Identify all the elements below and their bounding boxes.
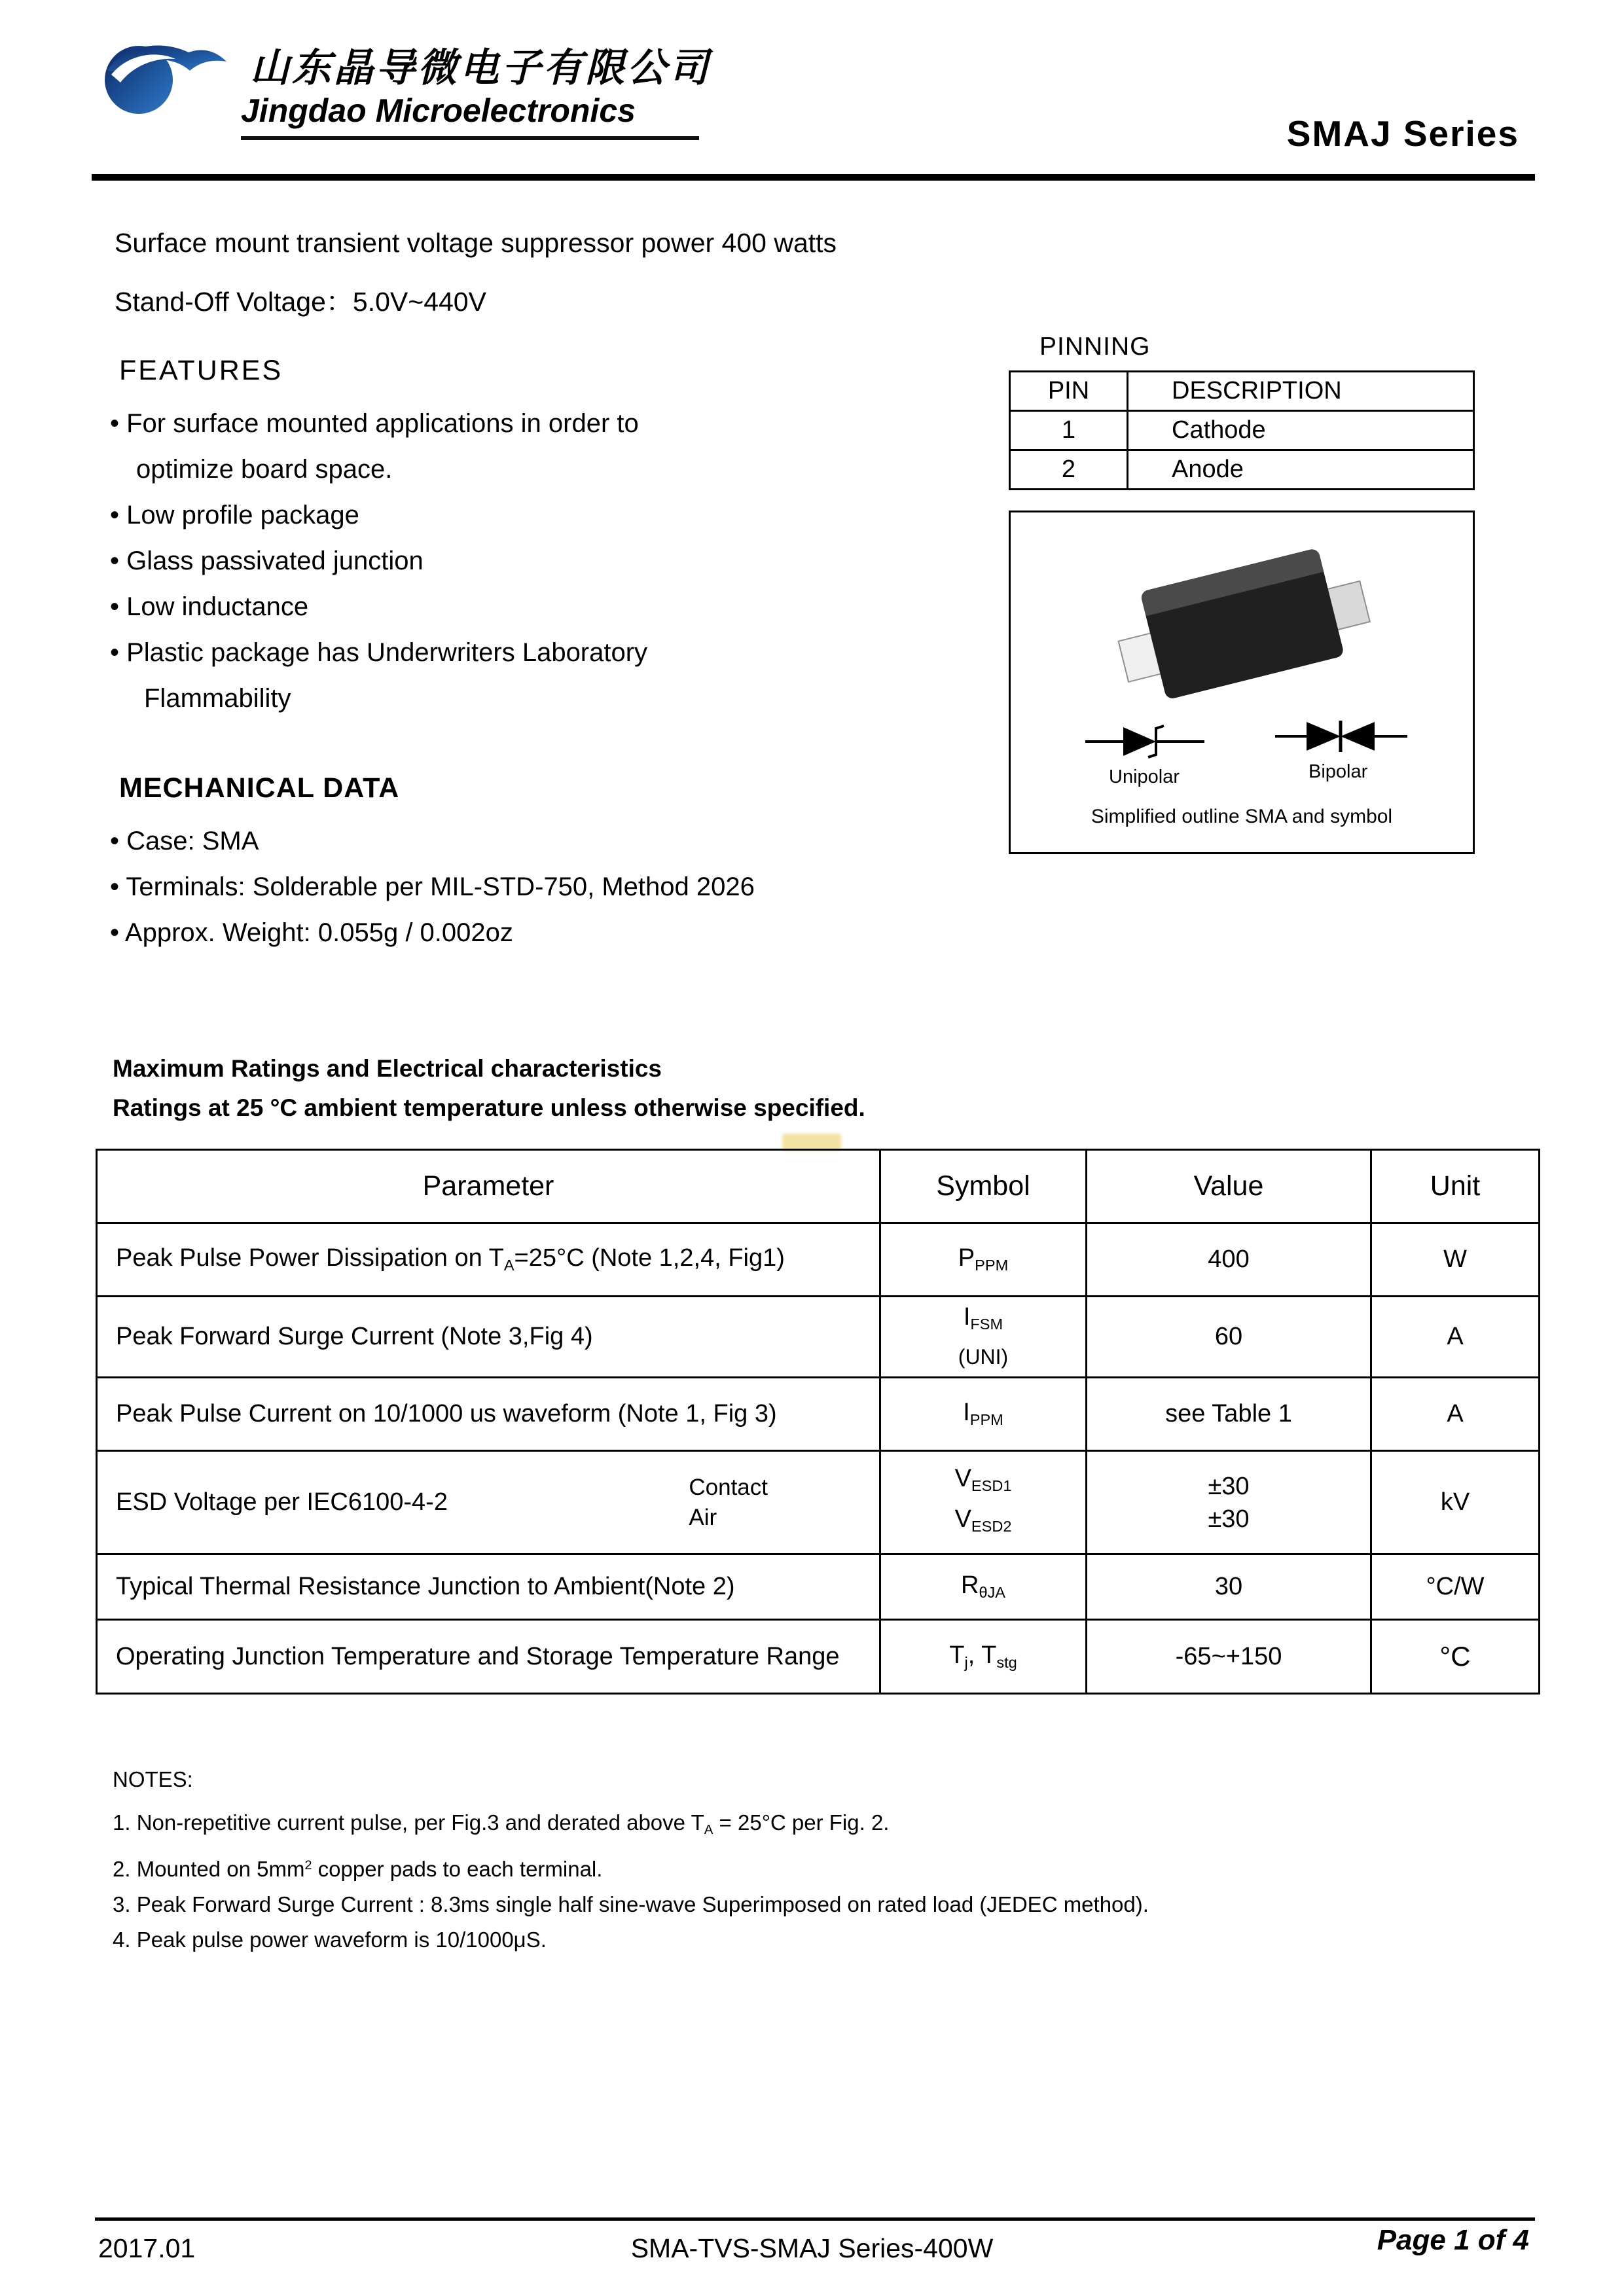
note-1: 1. Non-repetitive current pulse, per Fig.3 and derated above $T_A = 25^\circ C$ per Fig. 2. xyxy=(113,1810,890,1838)
esd-condition-air: Air xyxy=(689,1504,717,1530)
parameter-subscript: A xyxy=(503,1257,514,1274)
symbol-main: P xyxy=(958,1244,975,1272)
note-4: 4. Peak pulse power waveform is 10/1000μS. xyxy=(113,1928,547,1952)
bipolar-symbol-icon xyxy=(1272,715,1410,761)
header-rule xyxy=(92,174,1535,181)
bipolar-label: Bipolar xyxy=(1308,761,1368,782)
value-cell: -65~+150 xyxy=(1087,1620,1371,1694)
unit-cell: kV xyxy=(1371,1451,1540,1554)
intro-line-2: Stand-Off Voltage：5.0V~440V xyxy=(115,287,486,317)
symbol-subscript: θJA xyxy=(979,1584,1006,1602)
symbol-cell xyxy=(880,1297,1087,1378)
symbol-cell xyxy=(880,1620,1087,1694)
mechanical-item: • Terminals: Solderable per MIL-STD-750, Method 2026 xyxy=(110,872,755,901)
pin-col-header: PIN xyxy=(1010,372,1128,411)
ratings-row-tj-tstg xyxy=(97,1620,1540,1694)
intro-line-1: Surface mount transient voltage suppressor power 400 watts xyxy=(115,228,837,258)
symbol-main: , T xyxy=(967,1641,997,1669)
symbol-main: $I_{FSM}$ xyxy=(963,1302,1003,1333)
pinning-table xyxy=(1009,370,1475,490)
mechanical-title: MECHANICAL DATA xyxy=(119,772,400,804)
pin-description: Anode xyxy=(1128,450,1474,490)
value-cell: see Table 1 xyxy=(1087,1378,1371,1451)
symbol-main: $V_{ESD1}$ xyxy=(954,1465,1012,1495)
series-title: SMAJ Series xyxy=(1286,113,1519,154)
parameter-cell xyxy=(97,1451,880,1554)
ratings-title: Maximum Ratings and Electrical characteristics xyxy=(113,1055,662,1082)
symbol-cell xyxy=(880,1223,1087,1297)
symbol-subscript: PPM xyxy=(969,1411,1003,1429)
value-cell: 400 xyxy=(1087,1223,1371,1297)
symbol-main: R xyxy=(960,1571,979,1600)
symbol-note: (UNI) xyxy=(958,1345,1009,1369)
symbol-main: T xyxy=(949,1641,965,1669)
package-outline-box xyxy=(1009,511,1475,854)
notes-title: NOTES: xyxy=(113,1767,193,1791)
unit-cell: A xyxy=(1371,1297,1540,1378)
note-3: 3. Peak Forward Surge Current : 8.3ms single half sine-wave Superimposed on rated load (JEDEC method). xyxy=(113,1892,1149,1916)
pin-description: Cathode xyxy=(1128,411,1474,450)
desc-col-header: DESCRIPTION xyxy=(1128,372,1474,411)
company-logo-graphic xyxy=(98,33,229,121)
symbol-cell xyxy=(880,1554,1087,1620)
ratings-row-ippm xyxy=(97,1378,1540,1451)
ratings-row-pppm xyxy=(97,1223,1540,1297)
company-name-cn: 山东晶导微电子有限公司 xyxy=(250,46,711,90)
parameter-cell xyxy=(97,1223,880,1297)
symbol-cell xyxy=(880,1451,1087,1554)
feature-item: • Glass passivated junction xyxy=(110,547,424,575)
pinning-row xyxy=(1010,450,1474,490)
company-name-en: Jingdao Microelectronics xyxy=(241,92,699,140)
col-header-symbol: Symbol xyxy=(880,1150,1087,1223)
col-header-value: Value xyxy=(1087,1150,1371,1223)
value-cell xyxy=(1087,1451,1371,1554)
feature-item: Flammability xyxy=(144,684,291,713)
ratings-header-row xyxy=(97,1150,1540,1223)
ratings-row-ifsm xyxy=(97,1297,1540,1378)
pinning-row xyxy=(1010,411,1474,450)
pin-number: 1 xyxy=(1010,411,1128,450)
symbol-main: I xyxy=(963,1399,970,1427)
symbol-cell xyxy=(880,1378,1087,1451)
sma-package-icon xyxy=(1073,522,1413,719)
feature-item: optimize board space. xyxy=(136,455,393,484)
symbol-main: $V_{ESD2}$ xyxy=(954,1505,1012,1535)
ratings-row-esd xyxy=(97,1451,1540,1554)
esd-condition-contact: Contact xyxy=(689,1474,768,1500)
parameter-text: Peak Pulse Power Dissipation on T xyxy=(116,1244,504,1272)
sma-package-drawing xyxy=(1073,522,1413,722)
parameter-text: =25°C (Note 1,2,4, Fig1) xyxy=(514,1244,785,1272)
symbol-subscript: j xyxy=(964,1654,968,1672)
footer-doc-title: SMA-TVS-SMAJ Series-400W xyxy=(630,2233,994,2263)
parameter-text: ESD Voltage per IEC6100-4-2 xyxy=(116,1488,448,1516)
footer-date: 2017.01 xyxy=(98,2233,196,2263)
mechanical-item: • Approx. Weight: 0.055g / 0.002oz xyxy=(110,918,513,947)
esd-value-contact: ±30 xyxy=(1208,1472,1250,1500)
unit-cell: A xyxy=(1371,1378,1540,1451)
package-caption: Simplified outline SMA and symbol xyxy=(1091,806,1393,827)
symbol-subscript: stg xyxy=(996,1654,1017,1672)
esd-conditions xyxy=(689,1473,768,1533)
unit-cell: °C/W xyxy=(1371,1554,1540,1620)
ratings-row-rthja xyxy=(97,1554,1540,1620)
symbol-subscript: PPM xyxy=(975,1257,1009,1274)
mechanical-list xyxy=(110,818,755,956)
feature-item: • Plastic package has Underwriters Laboratory xyxy=(110,638,648,667)
mechanical-item: • Case: SMA xyxy=(110,827,259,855)
unit-cell: W xyxy=(1371,1223,1540,1297)
features-title: FEATURES xyxy=(119,355,283,386)
notes-list xyxy=(113,1805,1149,1958)
unipolar-symbol-icon xyxy=(1083,721,1207,766)
parameter-cell: Peak Pulse Current on 10/1000 us waveform (Note 1, Fig 3) xyxy=(97,1378,880,1451)
parameter-cell: Typical Thermal Resistance Junction to Ambient(Note 2) xyxy=(97,1554,880,1620)
parameter-cell: Operating Junction Temperature and Storage Temperature Range xyxy=(97,1620,880,1694)
footer-page-number: Page 1 of 4 xyxy=(1377,2224,1529,2256)
esd-value-air: ±30 xyxy=(1208,1505,1250,1533)
pinning-header-row xyxy=(1010,372,1474,411)
feature-item: • Low profile package xyxy=(110,501,359,529)
footer-rule xyxy=(95,2217,1535,2221)
col-header-parameter: Parameter xyxy=(97,1150,880,1223)
company-logo xyxy=(98,33,236,124)
pin-number: 2 xyxy=(1010,450,1128,490)
value-cell: 30 xyxy=(1087,1554,1371,1620)
ratings-subtitle: Ratings at 25 °C ambient temperature unless otherwise specified. xyxy=(113,1094,865,1121)
col-header-unit: Unit xyxy=(1371,1150,1540,1223)
unit-cell: °C xyxy=(1371,1620,1540,1694)
unipolar-label: Unipolar xyxy=(1109,766,1180,787)
feature-item: • For surface mounted applications in order to xyxy=(110,409,639,438)
features-list xyxy=(110,401,647,721)
ratings-table xyxy=(96,1149,1540,1695)
note-2: 2. Mounted on $5mm^2$ copper pads to each terminal. xyxy=(113,1857,603,1881)
value-cell: 60 xyxy=(1087,1297,1371,1378)
pinning-title: PINNING xyxy=(1039,332,1151,361)
parameter-cell: Peak Forward Surge Current (Note 3,Fig 4) xyxy=(97,1297,880,1378)
feature-item: • Low inductance xyxy=(110,592,309,621)
